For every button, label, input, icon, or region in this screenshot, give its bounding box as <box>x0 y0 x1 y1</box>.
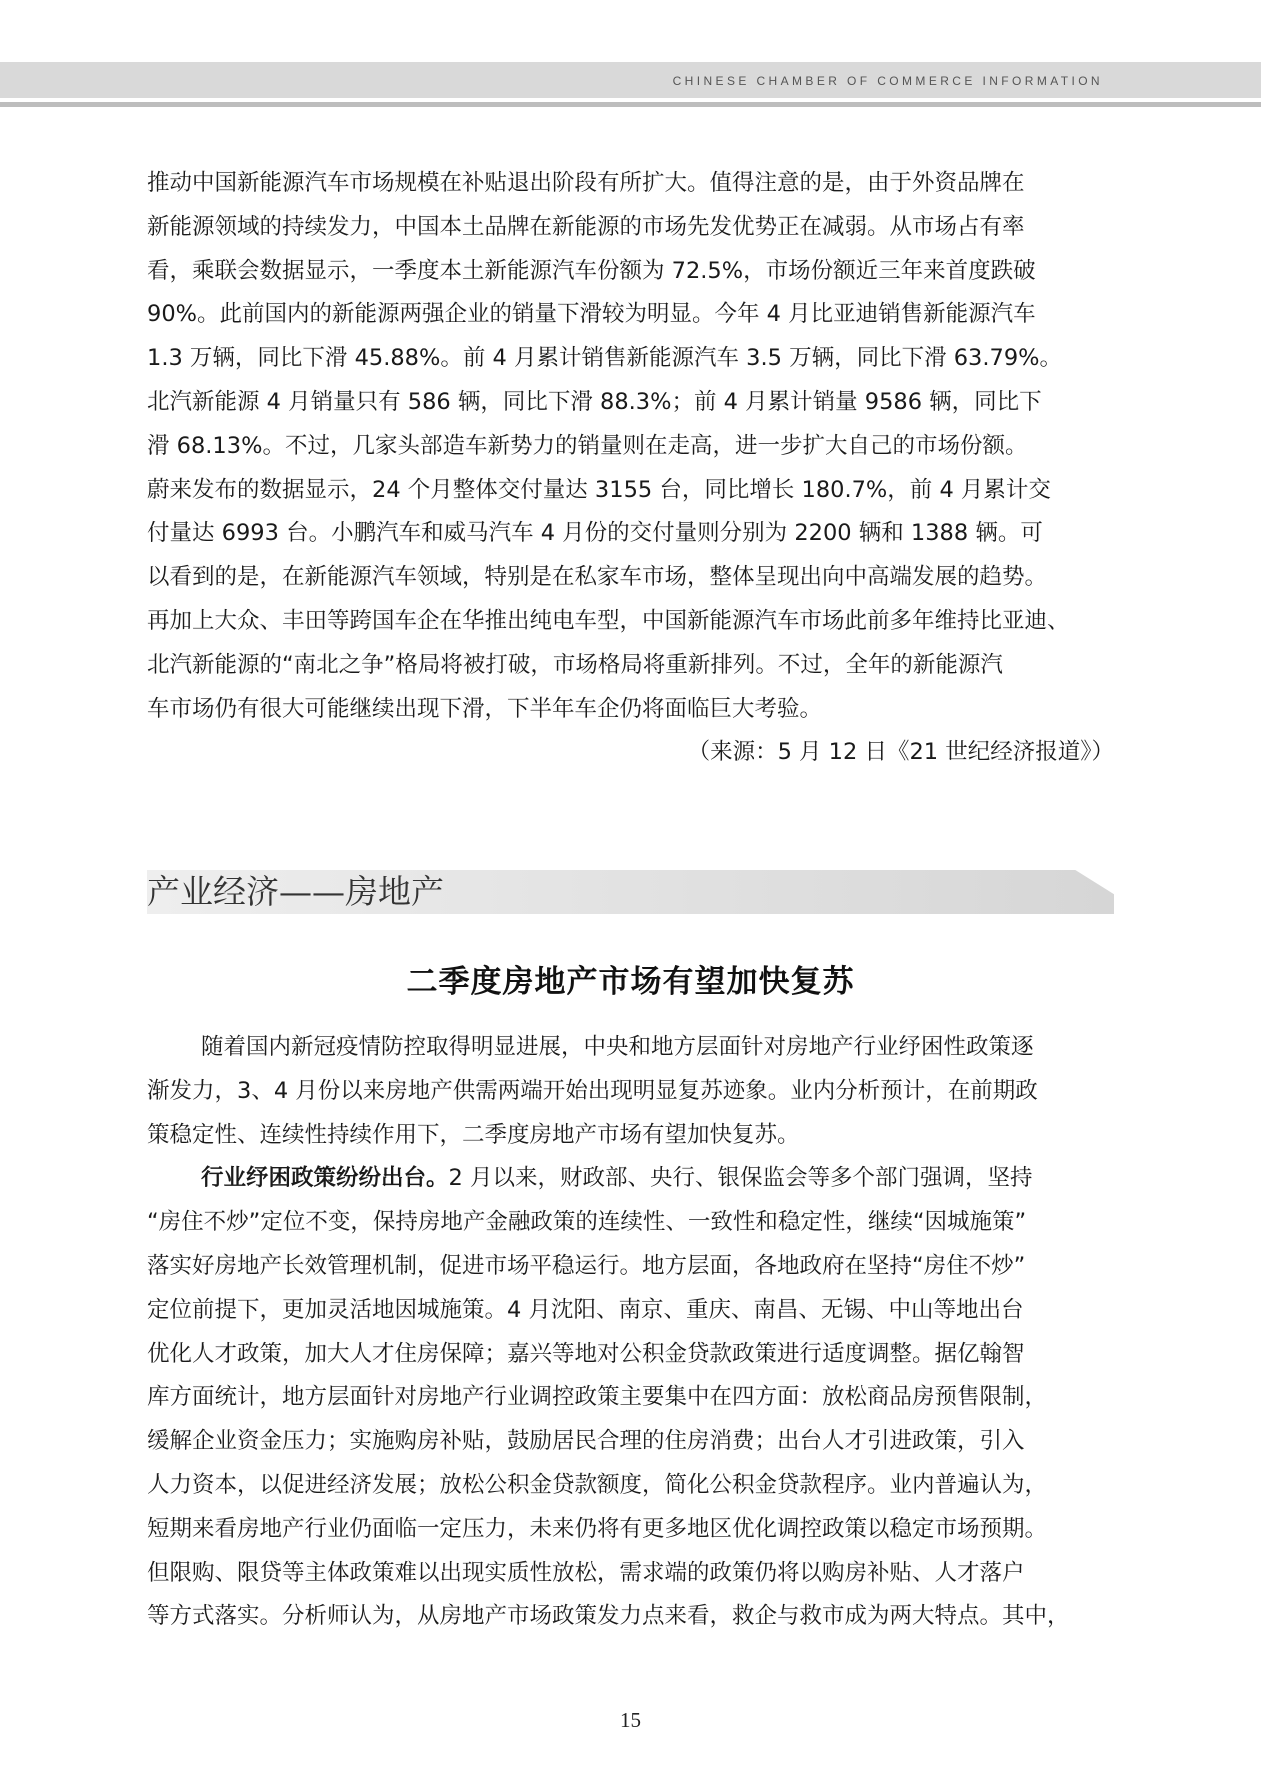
text-line <box>147 1157 1114 1201</box>
text-line: 库方面统计，地方层面针对房地产行业调控政策主要集中在四方面：放松商品房预售限制， <box>147 1384 1048 1411</box>
lead-line-rest: 2 月以来，财政部、央行、银保监会等多个部门强调，坚持 <box>448 1165 1033 1192</box>
text-line: 蔚来发布的数据显示，24 个月整体交付量达 3155 台，同比增长 180.7%，前 4 月累计交 <box>147 476 1051 503</box>
running-header: CHINESE CHAMBER OF COMMERCE INFORMATION <box>672 74 1103 88</box>
text-line: “房住不炒”定位不变，保持房地产金融政策的连续性、一致性和稳定性，继续“因城施策” <box>147 1209 1027 1236</box>
text-line: 人力资本，以促进经济发展；放松公积金贷款额度，简化公积金贷款程序。业内普遍认为， <box>147 1471 1048 1498</box>
text-line: 缓解企业资金压力；实施购房补贴，鼓励居民合理的住房消费；出台人才引进政策，引入 <box>147 1428 1025 1455</box>
text-line: 渐发力，3、4 月份以来房地产供需两端开始出现明显复苏迹象。业内分析预计，在前期政 <box>147 1077 1038 1104</box>
text-line: 推动中国新能源汽车市场规模在补贴退出阶段有所扩大。值得注意的是，由于外资品牌在 <box>147 170 1025 196</box>
text-line: 滑 68.13%。不过，几家头部造车新势力的销量则在走高，进一步扩大自己的市场份额。 <box>147 432 1028 459</box>
text-line: 落实好房地产长效管理机制，促进市场平稳运行。地方层面，各地政府在坚持“房住不炒” <box>147 1252 1026 1279</box>
source-citation: （来源：5 月 12 日《21 世纪经济报道》） <box>687 739 1114 766</box>
lead-sentence: 行业纾困政策纷纷出台。 <box>201 1165 449 1192</box>
section-title: 产业经济——房地产 <box>147 872 444 911</box>
text-line: 以看到的是，在新能源汽车领域，特别是在私家车市场，整体呈现出向中高端发展的趋势。 <box>147 564 1048 591</box>
text-line: 随着国内新冠疫情防控取得明显进展，中央和地方层面针对房地产行业纾困性政策逐 <box>201 1034 1034 1060</box>
intro-paragraph <box>147 1026 1114 1157</box>
text-line: 等方式落实。分析师认为，从房地产市场政策发力点来看，救企与救市成为两大特点。其中， <box>147 1603 1070 1630</box>
text-line: 北汽新能源的“南北之争”格局将被打破，市场格局将重新排列。不过，全年的新能源汽 <box>147 651 1003 678</box>
page-number: 15 <box>620 1708 641 1732</box>
text-line: 再加上大众、丰田等跨国车企在华推出纯电车型，中国新能源汽车市场此前多年维持比亚迪、 <box>147 607 1070 634</box>
text-line: 1.3 万辆，同比下滑 45.88%。前 4 月累计销售新能源汽车 3.5 万辆，同比下滑 63.79%。 <box>147 345 1063 372</box>
text-line: 新能源领域的持续发力，中国本土品牌在新能源的市场先发优势正在减弱。从市场占有率 <box>147 213 1025 240</box>
text-line: 策稳定性、连续性持续作用下，二季度房地产市场有望加快复苏。 <box>147 1121 800 1148</box>
text-line: 北汽新能源 4 月销量只有 586 辆，同比下滑 88.3%；前 4 月累计销量 9586 辆，同比下 <box>147 388 1042 415</box>
article-title: 二季度房地产市场有望加快复苏 <box>406 964 855 1000</box>
article-continuation <box>147 162 1114 775</box>
text-line: 付量达 6993 台。小鹏汽车和威马汽车 4 月份的交付量则分别为 2200 辆和 1388 辆。可 <box>147 520 1043 547</box>
header-rule <box>0 102 1261 107</box>
text-line: 优化人才政策，加大人才住房保障；嘉兴等地对公积金贷款政策进行适度调整。据亿翰智 <box>147 1340 1025 1367</box>
text-line: 90%。此前国内的新能源两强企业的销量下滑较为明显。今年 4 月比亚迪销售新能源汽车 <box>147 301 1036 328</box>
policy-paragraph <box>147 1157 1114 1639</box>
text-line: 车市场仍有很大可能继续出现下滑，下半年车企仍将面临巨大考验。 <box>147 695 823 722</box>
text-line: 短期来看房地产行业仍面临一定压力，未来仍将有更多地区优化调控政策以稳定市场预期。 <box>147 1515 1048 1542</box>
text-line: 看，乘联会数据显示，一季度本土新能源汽车份额为 72.5%，市场份额近三年来首度跌破 <box>147 257 1036 284</box>
article-body <box>147 1026 1114 1639</box>
continued-paragraph <box>147 162 1114 731</box>
text-line: 但限购、限贷等主体政策难以出现实质性放松，需求端的政策仍将以购房补贴、人才落户 <box>147 1559 1025 1586</box>
text-line: 定位前提下，更加灵活地因城施策。4 月沈阳、南京、重庆、南昌、无锡、中山等地出台 <box>147 1296 1024 1323</box>
